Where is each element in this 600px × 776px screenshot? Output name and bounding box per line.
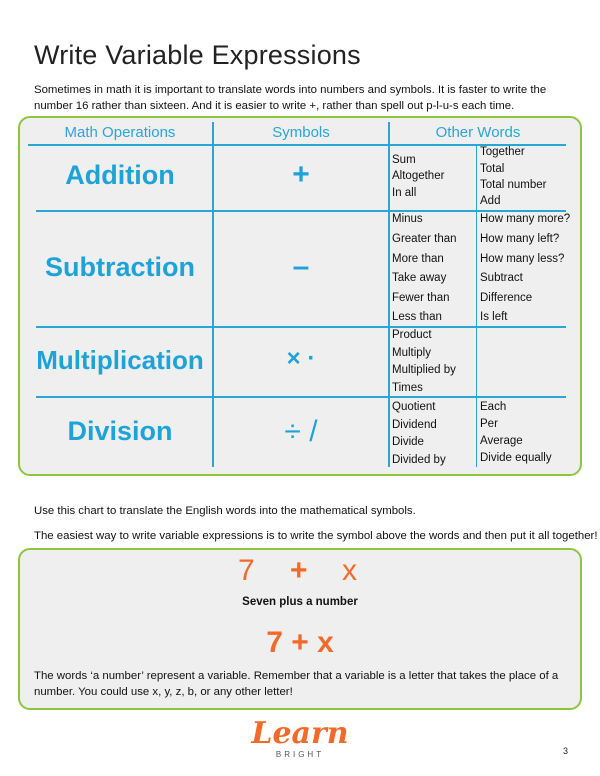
word: Altogether [392,170,445,182]
word: Less than [392,311,442,323]
logo-word: Learn [251,716,349,751]
logo-subtitle: BRIGHT [275,750,325,759]
operation-subtraction: Subtraction [44,252,195,282]
column-divider [388,122,390,467]
word: Quotient [392,401,436,413]
word: Multiply [392,347,431,359]
example-part-number: 7 [238,554,255,587]
example-part-variable: x [342,554,357,587]
word: Dividend [392,419,437,431]
header-symbols: Symbols [272,124,330,141]
example-words: Seven plus a number [242,596,358,608]
word: Minus [392,213,423,225]
word: How many more? [480,213,571,225]
word: Is left [480,311,508,323]
word: In all [392,187,417,199]
learn-bright-logo [250,718,350,766]
word: Divide equally [480,452,552,464]
word: Total number [480,179,547,191]
row-divider [36,396,566,398]
variable-explanation: The words ‘a number’ represent a variable. Remember that a variable is a letter that takes the place of a number. You could use x, y, z, b, or any other letter! [34,670,559,698]
word: Each [480,401,507,413]
word: Add [480,195,501,207]
word: Multiplied by [392,364,456,376]
header-math-operations: Math Operations [64,124,176,141]
operation-division: Division [67,416,173,446]
word: Total [480,163,505,175]
word: How many left? [480,233,560,245]
word: Together [480,146,525,158]
operation-multiplication: Multiplication [36,345,204,375]
symbol-subtraction: – [292,250,310,283]
word: Per [480,418,498,430]
word: Fewer than [392,292,450,304]
word: Average [480,435,523,447]
tip-note: The easiest way to write variable expressions is to write the symbol above the words and then put it all together! [34,530,598,542]
word: Subtract [480,272,523,284]
example-expression: 7 + x [266,626,334,659]
row-divider [36,326,566,328]
word: How many less? [480,253,565,265]
symbol-division: ÷ / [284,415,318,448]
operation-addition: Addition [65,160,175,190]
symbol-addition: + [292,158,310,191]
page-number: 3 [563,746,569,756]
word: More than [392,253,444,265]
word: Sum [392,154,416,166]
symbol-multiplication: × · [286,345,316,372]
example-part-plus: + [290,554,308,587]
word: Product [392,329,432,341]
intro-text: Sometimes in math it is important to translate words into numbers and symbols. It is faster to write the number 16 rather than sixteen. And it is easier to write +, rather than spell out p-l-u-s each time. [34,84,547,112]
column-divider [476,144,477,467]
word: Times [392,382,423,394]
chart-note: Use this chart to translate the English words into the mathematical symbols. [34,505,416,517]
word: Difference [480,292,533,304]
page-title: Write Variable Expressions [34,40,361,70]
word: Take away [392,272,447,284]
word: Divided by [392,454,446,466]
word: Greater than [392,233,457,245]
header-other-words: Other Words [435,124,521,141]
word: Divide [392,436,424,448]
